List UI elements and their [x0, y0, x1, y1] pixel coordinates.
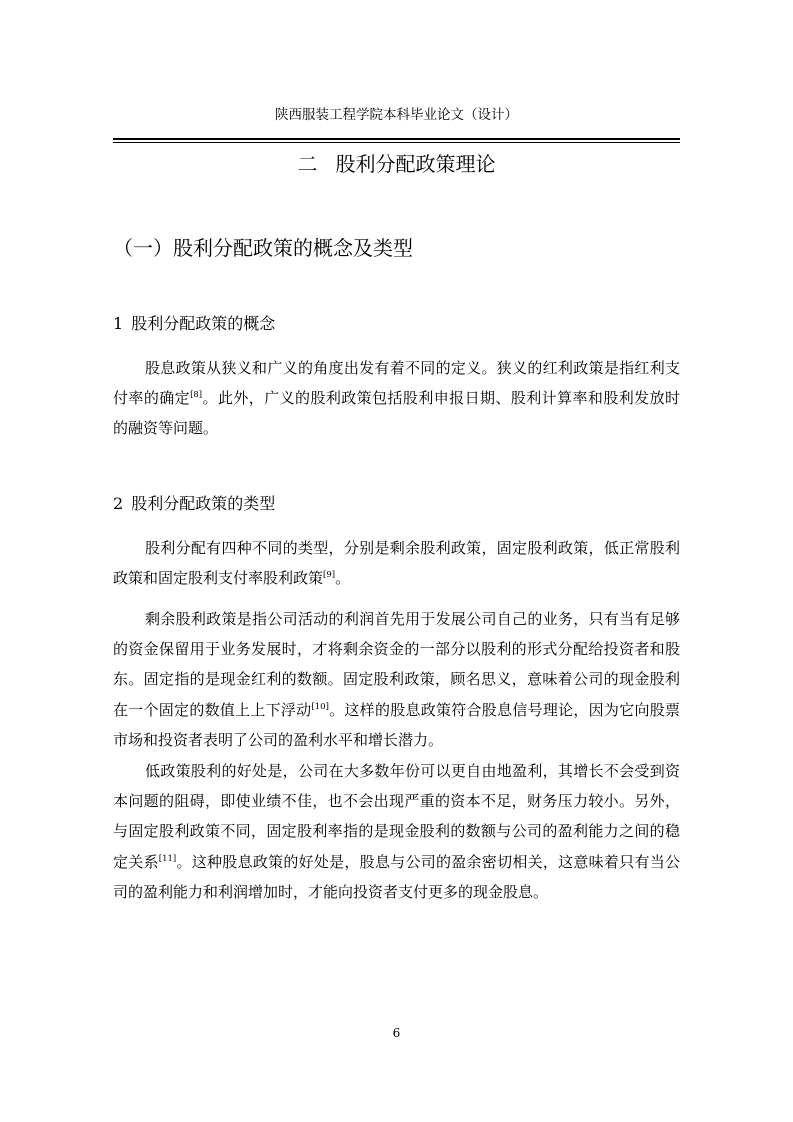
citation-ref: [8] [190, 390, 203, 401]
subsection-heading-1 [113, 313, 275, 335]
paragraph-text: 。这样的股息政策符合股息信号理论，因为它向股票市场和投资者表明了公司的盈利水平和增长潜力。 [113, 700, 680, 749]
running-header: 陕西服装工程学院本科毕业论文（设计） [275, 107, 518, 123]
paragraph [113, 533, 680, 593]
paragraph [113, 756, 680, 907]
citation-ref: [9] [323, 570, 336, 581]
subsection-title: 股利分配政策的概念 [131, 314, 276, 333]
citation-ref: [10] [311, 701, 329, 712]
header-rule-thin [113, 142, 680, 143]
subsection-heading-2 [113, 493, 275, 515]
paragraph-text: 。此外，广义的股利政策包括股利申报日期、股利计算率和股利发放时的融资等问题。 [113, 389, 680, 438]
paragraph-text: 股利分配有四种不同的类型，分别是剩余股利政策，固定股利政策，低正常股利政策和固定股利支付率股利政策 [113, 539, 680, 588]
section-heading: （一）股利分配政策的概念及类型 [113, 236, 413, 260]
paragraph-text: 。 [335, 569, 351, 588]
subsection-number: 2 [113, 494, 124, 513]
subsection-number: 1 [113, 314, 124, 333]
paragraph [113, 353, 680, 444]
paragraph-text: 低政策股利的好处是，公司在大多数年份可以更自由地盈利，其增长不会受到资本问题的阻碍，即使业绩不佳，也不会出现严重的资本不足，财务压力较小。另外，与固定股利政策不同，固定股利率指的是现金股利的数额与公司的盈利能力之间的稳定关系 [113, 762, 680, 871]
paragraph-text: 股息政策从狭义和广义的角度出发有着不同的定义。狭义的红利政策是指红利支付率的确定 [113, 359, 680, 408]
header-rule-thick [113, 138, 680, 140]
subsection-title: 股利分配政策的类型 [131, 494, 276, 513]
citation-ref: [11] [158, 853, 177, 864]
page-number: 6 [392, 1026, 401, 1040]
chapter-title-text: 股利分配政策理论 [335, 152, 496, 176]
chapter-title [113, 150, 680, 178]
paragraph-text: 。这种股息政策的好处是，股息与公司的盈余密切相关，这意味着只有当公司的盈利能力和利润增加时，才能向投资者支付更多的现金股息。 [113, 852, 680, 901]
paragraph-text: 剩余股利政策是指公司活动的利润首先用于发展公司自己的业务，只有当有足够的资金保留用于业务发展时，才将剩余资金的一部分以股利的形式分配给投资者和股东。固定指的是现金红利的数额。固定股利政策，顾名思义，意味着公司的现金股利在一个固定的数值上上下浮动 [113, 610, 680, 719]
paragraph [113, 604, 680, 755]
chapter-number: 二 [297, 152, 318, 176]
